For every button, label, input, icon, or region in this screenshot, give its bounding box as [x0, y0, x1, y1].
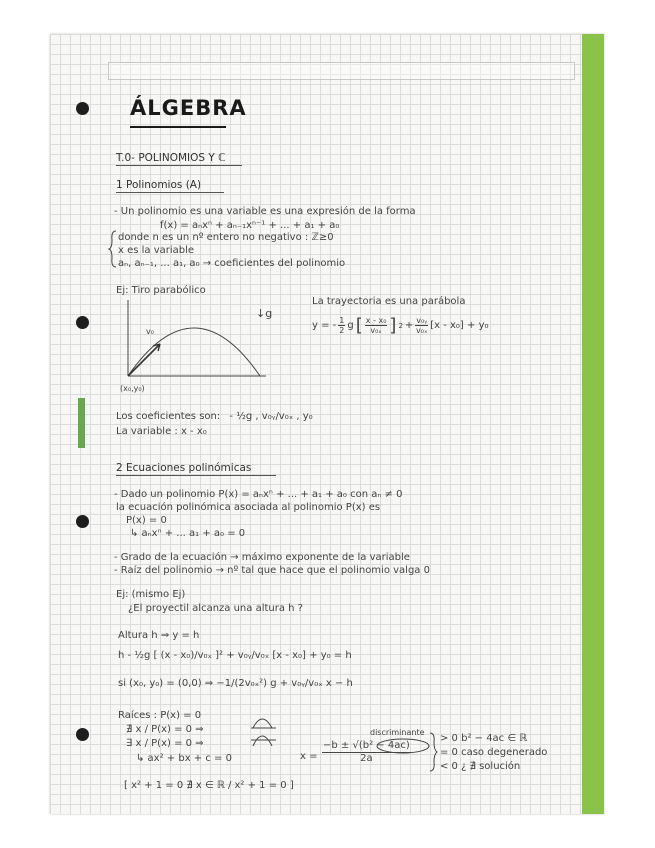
section2-line2: la ecuación polinómica asociada al polinomio P(x) es — [116, 502, 381, 513]
polynomial-formula: f(x) = aₙxⁿ + aₙ₋₁xⁿ⁻¹ + ... + a₁ + a₀ — [160, 220, 340, 231]
half-num: 1 — [339, 316, 345, 325]
quad-den: 2a — [360, 753, 373, 764]
section2-line3: P(x) = 0 — [126, 515, 167, 526]
example1-label: Ej: Tiro parabólico — [116, 285, 206, 296]
trajectory-equation — [312, 316, 489, 335]
v0-label: v₀ — [146, 327, 154, 336]
binder-hole — [76, 316, 89, 329]
gravity-label: ↓g — [256, 307, 273, 320]
coefficients-label — [116, 411, 313, 423]
coef-values: - ½g , v₀ᵧ/v₀ₓ , y₀ — [229, 411, 313, 422]
eq-g: g — [347, 319, 354, 331]
bracket-open: [ — [355, 314, 363, 336]
eq-lhs: y = - — [312, 319, 337, 331]
title-underline — [130, 126, 226, 128]
chapter-underline — [116, 165, 242, 166]
half-fraction — [338, 316, 345, 335]
header-box — [108, 62, 575, 80]
condition-variable: x es la variable — [118, 245, 195, 256]
altura-line: Altura h ⇒ y = h — [118, 630, 200, 641]
case-negative: < 0 ¿ ∄ solución — [440, 761, 521, 772]
eq-tail: [x - x₀] + y₀ — [430, 319, 489, 331]
section1-underline — [116, 192, 224, 193]
parabola-sketches — [250, 714, 280, 748]
case-zero: = 0 caso degenerado — [440, 747, 548, 758]
coef-label-text: Los coeficientes son: — [116, 411, 221, 422]
parabola-diagram — [122, 298, 272, 388]
case-positive: > 0 b² − 4ac ∈ ℝ — [440, 733, 528, 744]
example2-label: Ej: (mismo Ej) — [116, 589, 186, 600]
altura-equation: h - ½g [ (x - x₀)/v₀ₓ ]² + v₀ᵧ/v₀ₓ [x - x₀] + y₀ = h — [118, 650, 352, 661]
vy-num: v₀ᵧ — [416, 316, 428, 325]
page-title: ÁLGEBRA — [130, 96, 247, 120]
raices-line: Raíces : P(x) = 0 — [118, 710, 202, 721]
green-tab — [78, 398, 85, 448]
inner-den: v₀ₓ — [370, 326, 382, 335]
cases-brace-icon — [428, 732, 438, 772]
section2-line4: ↳ aₙxⁿ + ... a₁ + a₀ = 0 — [130, 528, 246, 539]
half-den: 2 — [339, 326, 345, 335]
origin-label: (x₀,y₀) — [120, 384, 145, 393]
section2-underline — [116, 475, 276, 476]
discriminant-label: discriminante — [370, 728, 425, 737]
discriminant-circle — [375, 737, 431, 755]
root-exists-line: ∃ x / P(x) = 0 ⇒ — [126, 738, 204, 749]
origin-case-equation: si (x₀, y₀) = (0,0) ⇒ −1/(2v₀ₓ²) g + v₀ᵧ/v₀ₓ x − h — [118, 678, 353, 689]
section2-heading: 2 Ecuaciones polinómicas — [116, 462, 252, 474]
eq-square: 2 — [398, 321, 403, 330]
vx-den: v₀ₓ — [416, 326, 428, 335]
quadratic-line: ↳ ax² + bx + c = 0 — [136, 753, 232, 764]
section2-line1: - Dado un polinomio P(x) = aₙxⁿ + ... + a₁ + a₀ con aₙ ≠ 0 — [114, 489, 403, 500]
grado-definition: - Grado de la ecuación → máximo exponente de la variable — [114, 552, 410, 563]
variable-label: La variable : x - x₀ — [116, 426, 207, 437]
section1-heading: 1 Polinomios (A) — [116, 179, 202, 191]
raiz-definition: - Raíz del polinomio → nº tal que hace que el polinomio valga 0 — [114, 565, 430, 576]
example2-question: ¿El proyectil alcanza una altura h ? — [128, 603, 303, 614]
definition-line: - Un polinomio es una variable es una expresión de la forma — [114, 206, 416, 217]
eq-plus: + — [404, 319, 414, 331]
notebook-page — [50, 34, 604, 814]
binder-hole — [76, 102, 89, 115]
condition-coefficients: aₙ, aₙ₋₁, ... a₁, a₀ → coeficientes del polinomio — [118, 258, 346, 269]
trajectory-text: La trayectoria es una parábola — [312, 296, 466, 307]
binder-hole — [76, 728, 89, 741]
no-root-line: ∄ x / P(x) = 0 ⇒ — [126, 724, 204, 735]
complex-example: [ x² + 1 = 0 ∄ x ∈ ℝ / x² + 1 = 0 ] — [124, 780, 294, 791]
brace-icon — [108, 230, 118, 268]
bracket-close: ] — [389, 314, 397, 336]
inner-num: x - x₀ — [365, 316, 387, 325]
velocity-fraction — [415, 316, 428, 335]
quad-num: −b ± √(b² − 4ac) — [323, 740, 410, 751]
condition-n: donde n es un nº entero no negativo : ℤ≥0 — [118, 232, 334, 243]
binder-hole — [76, 515, 89, 528]
green-margin-strip — [582, 34, 604, 814]
chapter-heading: T.0- POLINOMIOS Y ℂ — [116, 152, 226, 164]
inner-fraction — [365, 316, 388, 335]
x-equals: x = — [300, 751, 318, 762]
